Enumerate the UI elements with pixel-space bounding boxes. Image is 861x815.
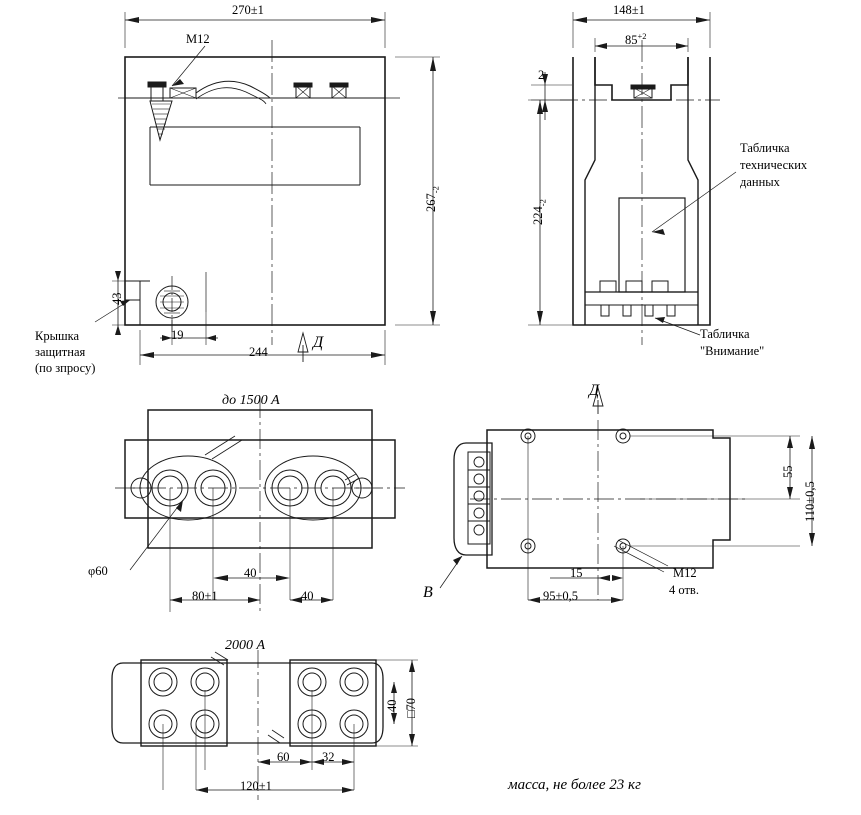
dim-side-inner-width: $85^{+2}$ bbox=[625, 31, 647, 48]
dim-plan1500-40b: 40 bbox=[301, 589, 314, 603]
dim-front-width: 270±1 bbox=[232, 3, 264, 17]
callout-nameplate-l2: технических bbox=[740, 158, 808, 172]
title-plan-2000a: 2000 А bbox=[225, 638, 266, 653]
dim-mount-15: 15 bbox=[570, 566, 583, 580]
dim-front-43: 43 bbox=[110, 292, 124, 305]
dim-front-19: 19 bbox=[171, 328, 184, 342]
dim-plan2000-40: 40 bbox=[385, 699, 399, 712]
dim-plan2000-120: 120±1 bbox=[240, 779, 272, 793]
note-protective-cover-l3: (по зпросу) bbox=[35, 361, 96, 375]
dim-plan1500-40a: 40 bbox=[244, 566, 257, 580]
mass-note: масса, не более 23 кг bbox=[508, 777, 641, 793]
dim-side-width: 148±1 bbox=[613, 3, 645, 17]
view-arrow-letter-d-front: Д bbox=[313, 334, 324, 351]
dim-mount-95: 95±0,5 bbox=[543, 589, 578, 603]
dim-front-bottom: 244 bbox=[249, 345, 268, 359]
dim-side-height: $224_{-2}$ bbox=[531, 199, 548, 225]
callout-warning-plate-l1: Табличка bbox=[700, 327, 750, 341]
note-protective-cover-l1: Крышка bbox=[35, 329, 80, 343]
dim-plan2000-32: 32 bbox=[322, 750, 335, 764]
callout-nameplate-l1: Табличка bbox=[740, 141, 790, 155]
dim-hole-diameter-60: φ60 bbox=[88, 564, 108, 578]
dim-mount-holes-count: 4 отв. bbox=[669, 583, 699, 597]
callout-warning-plate-l2: "Внимание" bbox=[700, 344, 765, 358]
dim-plan2000-60: 60 bbox=[277, 750, 290, 764]
view-letter-b: В bbox=[423, 584, 433, 601]
callout-nameplate-l3: данных bbox=[740, 175, 780, 189]
dim-mount-110: 110±0,5 bbox=[803, 481, 817, 522]
dim-front-height: $267_{-2}$ bbox=[424, 186, 441, 212]
dim-plan2000-square70: □70 bbox=[404, 697, 418, 718]
dim-side-2: 2 bbox=[538, 68, 545, 82]
dim-mount-55: 55 bbox=[781, 465, 795, 478]
note-protective-cover-l2: защитная bbox=[35, 345, 86, 359]
dim-front-thread-m12: М12 bbox=[186, 32, 210, 46]
dim-mount-thread-m12: М12 bbox=[673, 566, 697, 580]
dim-plan1500-80: 80±1 bbox=[192, 589, 218, 603]
title-plan-1500a: до 1500 А bbox=[222, 393, 280, 408]
view-arrow-letter-d-bottom: Д bbox=[589, 382, 600, 399]
